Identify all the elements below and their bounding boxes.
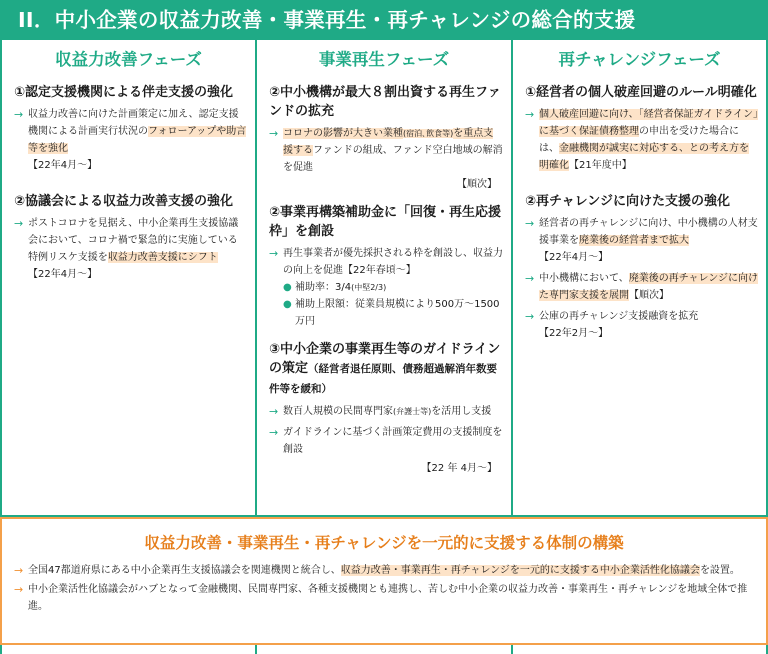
phase-title: 再チャレンジフェーズ: [558, 50, 721, 69]
highlight-text-small: (宿泊､飲食等): [403, 129, 454, 138]
date-label: 【22年4月～】: [28, 160, 98, 171]
bullet-text-part: ポストコロナを見据え、中小企業再生支援協議会において、コロナ禍で緊急的に実施している特例リスケ支援を: [28, 218, 239, 263]
bullet-text-part: 全国47都道府県にある中小企業再生支援協議会を関連機関と統合し、: [28, 565, 341, 576]
arrow-right-icon: →: [14, 564, 24, 577]
date-label: 【21年度中】: [569, 160, 632, 171]
bullet-text-part: 公庫の再チャレンジ支援融資を拡充: [539, 311, 699, 322]
bullet-text: [525, 308, 758, 342]
bullet-text-part: 経営者の再チャレンジに向け、中小機構の人材支援事業を: [539, 218, 758, 246]
bullet-text: [525, 215, 758, 266]
column-border: [0, 645, 257, 654]
sub-bullet-text: 補助上限額：従業員規模により500万～1500万円: [295, 299, 500, 327]
bullet-text-part: 中小企業活性化協議会がハブとなって金融機関、民間専門家、各種支援機関とも連携し、苦しむ中小企業の収益力改善・事業再生・再チャレンジを地域全体で推進。: [28, 584, 748, 612]
item-title: ①認定支援機関による伴走支援の強化: [14, 85, 234, 100]
column-border: [255, 645, 513, 654]
bullet-text: [269, 403, 503, 420]
bullet-text-part: ガイドラインに基づく計画策定費用の支援制度を創設: [283, 427, 503, 455]
item-title-note: （経営者退任原則、債務超過解消年数要件等を緩和）: [269, 363, 498, 395]
item-title: ①経営者の個人破産回避のルール明確化: [525, 85, 757, 100]
bullet-text: [14, 562, 756, 579]
bullet-text-part: 数百人規模の民間専門家: [283, 406, 393, 417]
bullet-note: (弁護士等): [393, 407, 432, 416]
item-title-text: ③中小企業の事業再生等のガイドラインの策定: [269, 342, 501, 376]
highlight-text: フォローアップや助言等を強化: [28, 126, 247, 154]
column-border-extension: [0, 645, 768, 654]
bullet-text-part: を活用し支援: [431, 406, 492, 417]
arrow-right-icon: →: [269, 405, 279, 418]
bullet-text: [525, 106, 758, 174]
date-label: 【順次】: [457, 179, 497, 190]
arrow-right-icon: →: [525, 108, 535, 121]
phase-columns: [0, 40, 768, 517]
highlight-text: 廃業後の再チャレンジに向けた専門家支援を展開: [539, 273, 759, 301]
arrow-right-icon: →: [14, 217, 24, 230]
dot-icon: ●: [283, 282, 292, 293]
sub-bullet-text: 補助率：3/4: [295, 282, 352, 293]
arrow-right-icon: →: [269, 247, 279, 260]
bullet-text: [14, 106, 247, 174]
bullet-text-part: ファンドの組成、ファンド空白地域の解消を促進: [283, 145, 503, 173]
sub-bullet-note: (中堅2/3): [351, 283, 387, 292]
highlight-text: 収益力改善・事業再生・再チャレンジを一元的に支援する中小企業活性化協議会: [340, 565, 700, 576]
unified-support-title: 収益力改善・事業再生・再チャレンジを一元的に支援する体制の構築: [144, 534, 624, 552]
arrow-right-icon: →: [14, 108, 24, 121]
item-title: ②事業再構築補助金に「回復・再生応援枠」を創設: [269, 205, 502, 239]
bullet-text: [14, 581, 756, 615]
bullet-text: [269, 245, 503, 279]
highlight-text: コロナの影響が大きい業種: [283, 128, 403, 139]
arrow-right-icon: →: [525, 272, 535, 285]
arrow-right-icon: →: [525, 310, 535, 323]
bullet-text: [269, 125, 503, 176]
bullet-text-part: を設置。: [699, 565, 740, 576]
bullet-text-part: 中小機構において、: [539, 273, 629, 284]
phase-title: 収益力改善フェーズ: [55, 50, 202, 69]
sub-bullet: [269, 296, 503, 330]
sub-bullet: [269, 279, 503, 296]
phase-column-business-revitalization: [255, 40, 513, 517]
column-border: [511, 645, 768, 654]
highlight-text: 金融機関が誠実に対応する、との考え方を明確化: [539, 143, 749, 171]
page-title: II．中小企業の収益力改善・事業再生・再チャレンジの総合的支援: [0, 0, 768, 40]
phase-column-rechallenge: [511, 40, 768, 517]
bullet-text: [14, 215, 247, 283]
arrow-right-icon: →: [269, 127, 279, 140]
date-label: 【22年2月～】: [539, 328, 609, 339]
bullet-text-part: 収益力改善に向けた計画策定に加え、認定支援機関による計画実行状況の: [28, 109, 239, 137]
dot-icon: ●: [283, 299, 292, 310]
item-title: ②協議会による収益力改善支援の強化: [14, 194, 234, 209]
highlight-text: 個人破産回避に向け、「経営者保証ガイドライン」に基づく保証債務整理: [539, 109, 758, 137]
highlight-text: 収益力改善支援にシフト: [107, 252, 218, 263]
bullet-text: [269, 424, 503, 458]
date-label: 【22 年 4月～】: [421, 463, 497, 474]
unified-support-box: [0, 517, 768, 645]
arrow-right-icon: →: [269, 426, 279, 439]
date-label: 【順次】: [629, 290, 669, 301]
bullet-text-part: の申出を受けた場合には、: [539, 126, 739, 154]
bullet-text-part: 再生事業者が優先採択される枠を創設し、収益力の向上を促進【22年春頃～】: [283, 248, 503, 276]
arrow-right-icon: →: [525, 217, 535, 230]
item-title: [269, 340, 503, 399]
phase-title: 事業再生フェーズ: [318, 50, 450, 69]
bullet-text: [525, 270, 758, 304]
date-label: 【22年4月～】: [539, 252, 609, 263]
highlight-text: 廃業後の経営者まで拡大: [579, 235, 689, 246]
highlight-text: を重点支援する: [283, 128, 494, 156]
arrow-right-icon: →: [14, 583, 24, 596]
item-title: ②中小機構が最大８割出資する再生ファンドの拡充: [269, 85, 501, 119]
phase-column-profit-improvement: [0, 40, 257, 517]
date-label: 【22年4月～】: [28, 269, 98, 280]
item-title: ②再チャレンジに向けた支援の強化: [525, 194, 730, 209]
